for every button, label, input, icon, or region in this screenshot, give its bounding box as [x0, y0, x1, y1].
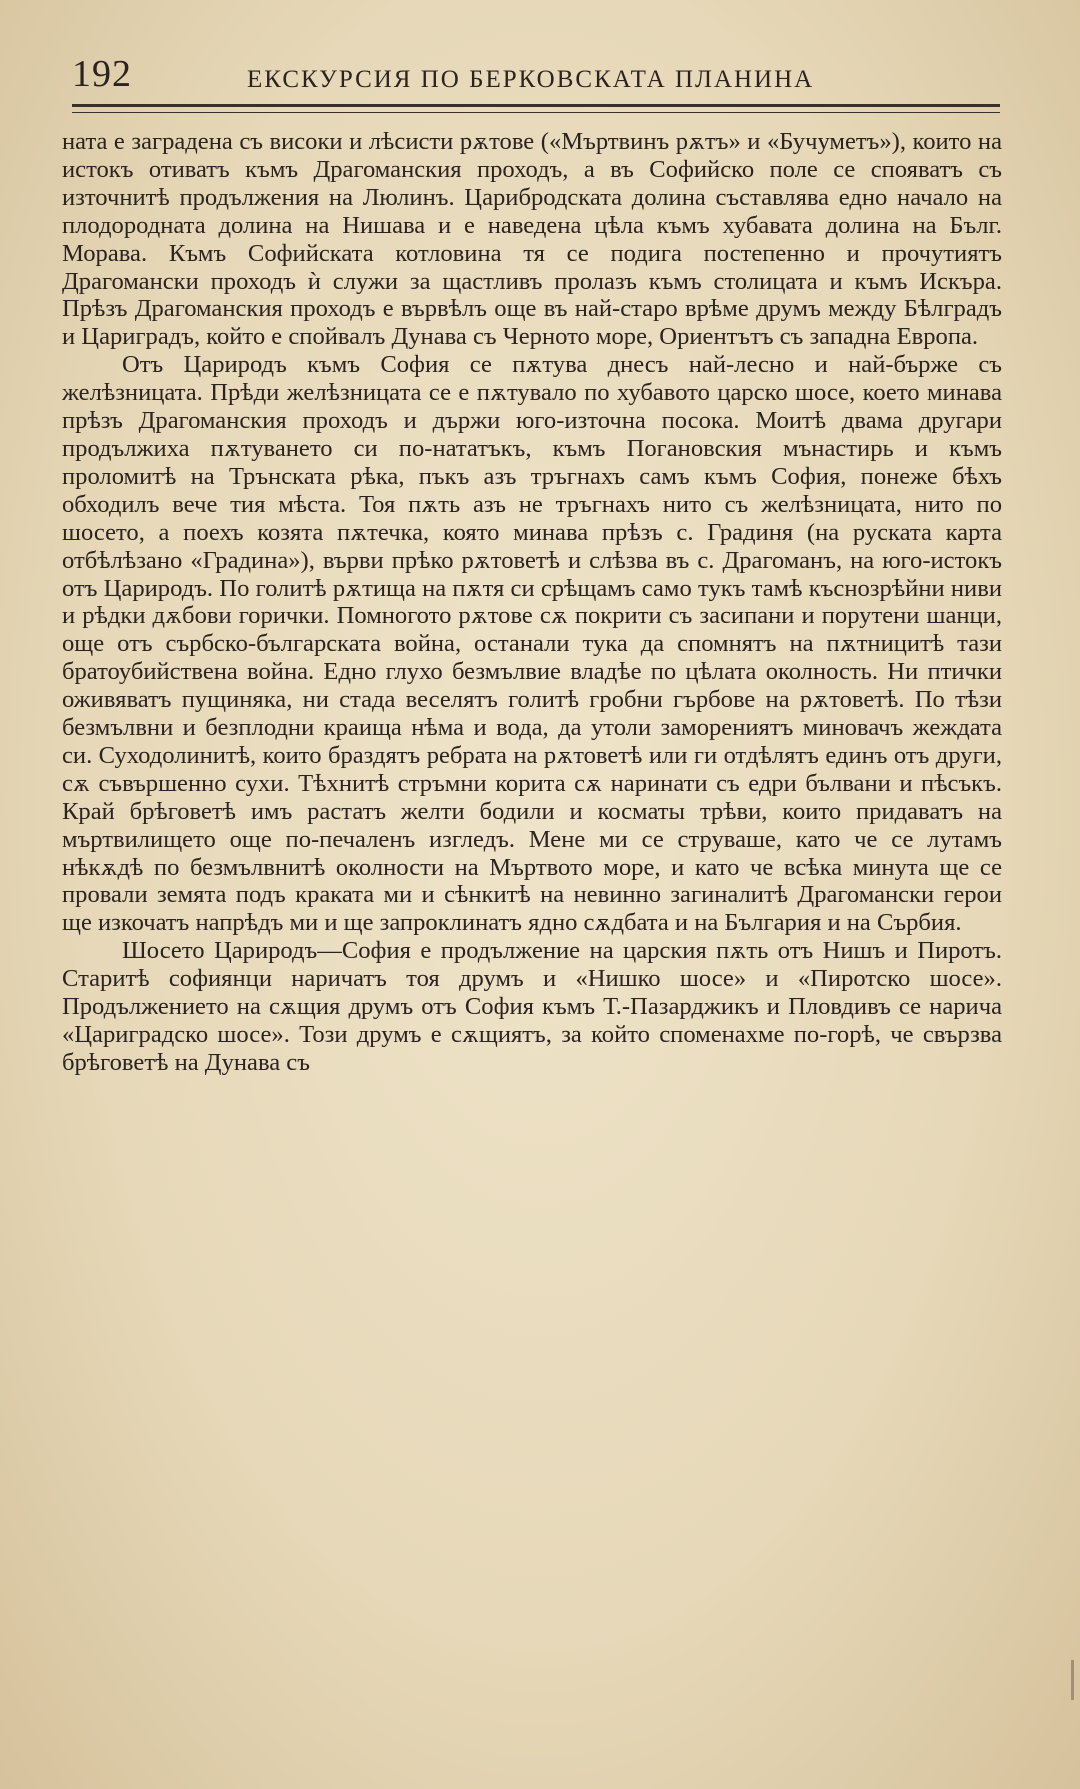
page-edge-mark	[1071, 1660, 1074, 1700]
page-header	[72, 52, 1002, 98]
body-text	[62, 128, 1002, 1077]
running-title: ЕКСКУРСИЯ ПО БЕРКОВСКАТА ПЛАНИНА	[247, 66, 815, 93]
paragraph-3: Шосето Цариродъ—София е продължение на царския пѫть отъ Нишъ и Пиротъ. Старитѣ софиянци наричатъ тоя друмъ и «Нишко шосе» и «Пиротско шосе». Продължението на сѫщия друмъ отъ София къмъ Т.-Пазарджикъ и Пловдивъ се нарича «Цариградско шосе». Този друмъ е сѫщиятъ, за който споменахме по-горѣ, че свързва брѣговетѣ на Дунава съ	[62, 937, 1002, 1076]
paragraph-2: Отъ Цариродъ къмъ София се пѫтува днесъ най-лесно и най-бърже съ желѣзницата. Прѣди желѣзницата се е пѫтувало по хубавото царско шосе, което минава прѣзъ Драгоманския проходъ и държи юго-източна посока. Моитѣ двама другари продължиха пѫтуването си по-нататъкъ, къмъ Погановския мънастирь и къмъ проломитѣ на Трънската рѣка, пъкъ азъ тръгнахъ самъ къмъ София, понеже бѣхъ обходилъ вече тия мѣста. Тоя пѫть азъ не тръгнахъ нито съ желѣзницата, нито по шосето, а поехъ козята пѫтечка, която минава прѣзъ с. Градиня (на руската карта отбѣлѣзано «Градина»), върви прѣко рѫтоветѣ и слѣзва въ с. Драгоманъ, на юго-истокъ отъ Цариродъ. По голитѣ рѫтища на пѫтя си срѣщамъ само тукъ тамѣ къснозрѣйни ниви и рѣдки дѫбови горички. Помногото рѫтове сѫ покрити съ засипани и порутени шанци, още отъ сърбско-българската война, останали тука да спомнятъ на пѫтницитѣ тази братоубийствена война. Едно глухо безмълвие владѣе по цѣлата околность. Ни птички оживяватъ пущиняка, ни стада веселятъ голитѣ гробни гърбове на рѫтоветѣ. По тѣзи безмълвни и безплодни краища нѣма и вода, да утоли заморениятъ миновачъ жеждата си. Суходолинитѣ, които браздятъ ребрата на рѫтоветѣ или ги отдѣлятъ единъ отъ други, сѫ съвършенно сухи. Тѣхнитѣ стръмни корита сѫ наринати съ едри бълвани и пѣсъкъ. Край брѣговетѣ имъ растатъ желти бодили и косматы трѣви, които придаватъ на мъртвилището още по-печаленъ изгледъ. Мене ми се струваше, като че се лутамъ нѣкѫдѣ по безмълвнитѣ околности на Мъртвото море, и като че всѣка минута ще се провали земята подъ краката ми и сѣнкитѣ на невинно загиналитѣ Драгомански герои ще изкочатъ напрѣдъ ми и ще запроклинатъ ядно сѫдбата и на България и на Сърбия.	[62, 351, 1002, 937]
paragraph-1: ната е заградена съ високи и лѣсисти рѫтове («Мъртвинъ рѫтъ» и «Бучуметъ»), които на истокъ отиватъ къмъ Драгоманския проходъ, а въ Софийско поле се спояватъ съ източнитѣ продължения на Люлинъ. Царибродската долина съставлява едно начало на плодородната долина на Нишава и е наведена цѣла къмъ хубавата долина на Бълг. Морава. Къмъ Софийската котловина тя се подига постепенно и прочутиятъ Драгомански проходъ ѝ служи за щастливъ пролазъ къмъ столицата и къмъ Искъра. Прѣзъ Драгоманския проходъ е вървѣлъ още въ най-старо врѣме друмъ между Бѣлградъ и Цариградъ, който е спойвалъ Дунава съ Черното море, Ориентътъ съ западна Европа.	[62, 128, 1002, 351]
header-rule-thin	[72, 112, 1000, 113]
page-number: 192	[72, 53, 132, 95]
header-rule-thick	[72, 104, 1000, 107]
